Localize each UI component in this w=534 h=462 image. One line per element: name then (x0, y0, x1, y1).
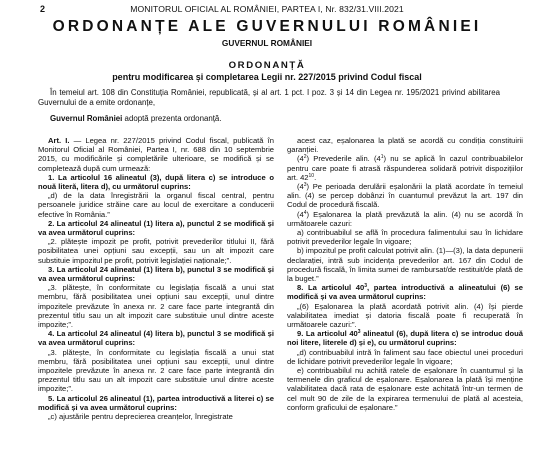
paragraph-lead: alineatul (6), după litera c) se introduc două noi litere, literele d) și e), cu următorul cuprins: (287, 329, 523, 348)
enacting-subject: Guvernul României (50, 114, 123, 123)
enacting-clause (38, 114, 500, 124)
paragraph-text: a) contribuabilul se află în procedura falimentului sau în lichidare potrivit prevederilor legale în vigoare; (287, 228, 523, 247)
superscript: 3 (303, 182, 307, 189)
paragraph-text: e) contribuabilul nu achită ratele de eșalonare în cuantumul și la termenele din graficul de eșalonare. Eșalonarea la plată își menține valabilitatea dacă rata de eșalonare este achitată într-un termen de cel mult 90 de zile de la expirarea termenului de plată al acesteia, conform graficului de eșalonare.” (287, 366, 523, 412)
paragraph-text: „3. plătește, în conformitate cu legislația fiscală a unui stat membru, fără posibilitatea unei opțiuni sau excepții, unul dintre impozitele prevăzute în anexa nr. 2 care face parte integrantă din prezentul titlu sau un alt impozit care substituie unul dintre aceste impozite;”. (38, 283, 274, 330)
paragraph (38, 394, 274, 412)
running-head: MONITORUL OFICIAL AL ROMÂNIEI, PARTEA I, Nr. 832/31.VIII.2021 (130, 4, 404, 14)
superscript: 2 (303, 154, 307, 161)
paragraph (38, 237, 274, 265)
paragraph-lead: 2. La articolul 24 alineatul (1) litera a), punctul 2 se modifică și va avea următorul cuprins: (38, 218, 274, 238)
paragraph (287, 182, 523, 210)
paragraph-lead: 5. La articolul 26 alineatul (1), partea introductivă a literei c) se modifică și va avea următorul cuprins: (38, 393, 274, 412)
superscript: 4 (303, 209, 307, 216)
paragraph (38, 191, 274, 219)
superscript: 1 (380, 154, 384, 161)
paragraph-text: ) nu se aplică în cazul contribuabilelor pentru care poate fi atrasă răspunderea solidară potrivit dispozițiilor art. 42 (287, 154, 523, 182)
paragraph-text: „c) ajustările pentru deprecierea creanțelor, înregistrate (48, 412, 233, 422)
paragraph-text: . (314, 172, 317, 182)
page-number: 2 (40, 4, 46, 14)
section-title: ORDONANȚE ALE GUVERNULUI ROMÂNIEI (52, 18, 482, 35)
paragraph-lead: 3. La articolul 24 alineatul (1) litera b), punctul 3 se modifică și va avea următorul cuprins: (38, 264, 274, 284)
paragraph (287, 228, 523, 246)
superscript: 3 (357, 329, 361, 336)
paragraph (287, 154, 523, 182)
paragraph-lead: 8. La articolul 40 (297, 283, 365, 293)
paragraph (287, 136, 523, 154)
paragraph-lead: Art. I. (48, 136, 70, 145)
paragraph (287, 348, 523, 366)
paragraph-text: „(6) Eșalonarea la plată acordată potrivit alin. (4) își pierde valabilitatea imediat și datoria fiscală poate fi recuperată în următoarele cazuri:”. (287, 301, 523, 330)
paragraph (38, 265, 274, 283)
paragraph (38, 412, 274, 421)
paragraph-text: „3. plătește, în conformitate cu legislația fiscală a unui stat membru, fără posibilitatea unei opțiuni sau excepții, unul dintre impozitele prevăzute în anexa nr. 2 care face parte integrantă din prezentul titlu sau un alt impozit care substituie unul dintre aceste impozite;”. (38, 347, 274, 394)
paragraph-lead: 1. La articolul 16 alineatul (3), după litera c) se introduce o nouă literă, litera d), cu următorul cuprins: (38, 172, 274, 192)
paragraph (287, 329, 523, 347)
preamble: În temeiul art. 108 din Constituția României, republicată, și al art. 1 pct. I poz. 3 și 14 din Legea nr. 195/2021 privind abilitarea Guvernului de a emite ordonanțe, (38, 88, 500, 108)
paragraph-text: acest caz, eșalonarea la plată se acordă cu condiția constituirii garanției. (287, 136, 523, 155)
page-header (0, 4, 534, 16)
paragraph-text: „2. plătește impozit pe profit, potrivit prevederilor titlului II, fără posibilitatea unei opțiuni sau excepții, sau un alt impozit care substituie impozitul pe profit, potrivit legislației naționale;”. (38, 237, 274, 265)
paragraph (287, 283, 523, 301)
paragraph (38, 329, 274, 347)
paragraph (38, 283, 274, 329)
superscript: 10 (308, 172, 315, 179)
paragraph-lead: 4. La articolul 24 alineatul (4) litera b), punctul 3 se modifică și va avea următorul cuprins: (38, 329, 274, 348)
document-type: ORDONANȚĂ (228, 60, 306, 71)
paragraph-text: „d) de la data înregistrării la organul fiscal central, pentru persoanele juridice străine care au locul de exercitare a conducerii efective în România.” (38, 191, 274, 219)
enacting-rest: adoptă prezenta ordonanță. (122, 114, 222, 123)
paragraph (38, 136, 274, 173)
paragraph-text: (4 (297, 154, 304, 164)
paragraph-text: ) Pe perioada derulării eșalonării la plată acordate în temeiul alin. (4) se percep dobânzi în cuantumul prevăzut la art. 197 din Codul de procedură fiscală. (287, 182, 523, 210)
left-column (38, 136, 274, 421)
paragraph (287, 246, 523, 283)
paragraph-text: (4 (297, 209, 304, 219)
paragraph (38, 173, 274, 191)
paragraph (38, 219, 274, 237)
paragraph-lead: 9. La articolul 40 (297, 329, 358, 339)
issuer: GUVERNUL ROMÂNIEI (221, 38, 313, 48)
paragraph-text: „d) contribuabilul intră în faliment sau face obiectul unei proceduri de lichidare potrivit prevederilor legale în vigoare; (287, 347, 523, 366)
document-subject: pentru modificarea și completarea Legii nr. 227/2015 privind Codul fiscal (112, 72, 422, 82)
right-column (287, 136, 523, 412)
paragraph (287, 366, 523, 412)
paragraph-text: ) Eșalonarea la plată prevăzută la alin. (4) nu se acordă în următoarele cazuri: (287, 209, 523, 228)
paragraph (287, 302, 523, 330)
paragraph-lead: , partea introductivă a alineatului (6) se modifică și va avea următorul cuprins: (287, 283, 523, 302)
paragraph-text: b) impozitul pe profit calculat potrivit alin. (1)—(3), la data depunerii declarației, intră sub incidența prevederilor art. 167 din Codul de procedură fiscală, în limita sumei de rambursat/de restituit/de plată de la buget.” (287, 246, 523, 284)
paragraph-text: ) Prevederile alin. (4 (306, 154, 381, 164)
paragraph (287, 210, 523, 228)
paragraph (38, 348, 274, 394)
paragraph-text: — Legea nr. 227/2015 privind Codul fiscal, publicată în Monitorul Oficial al României, Partea I, nr. 688 din 10 septembrie 2015, cu modificările și completările ulterioare, se modifică și se completează după cum urmează: (38, 136, 274, 173)
paragraph-text: (4 (297, 182, 304, 192)
superscript: 3 (364, 283, 368, 290)
